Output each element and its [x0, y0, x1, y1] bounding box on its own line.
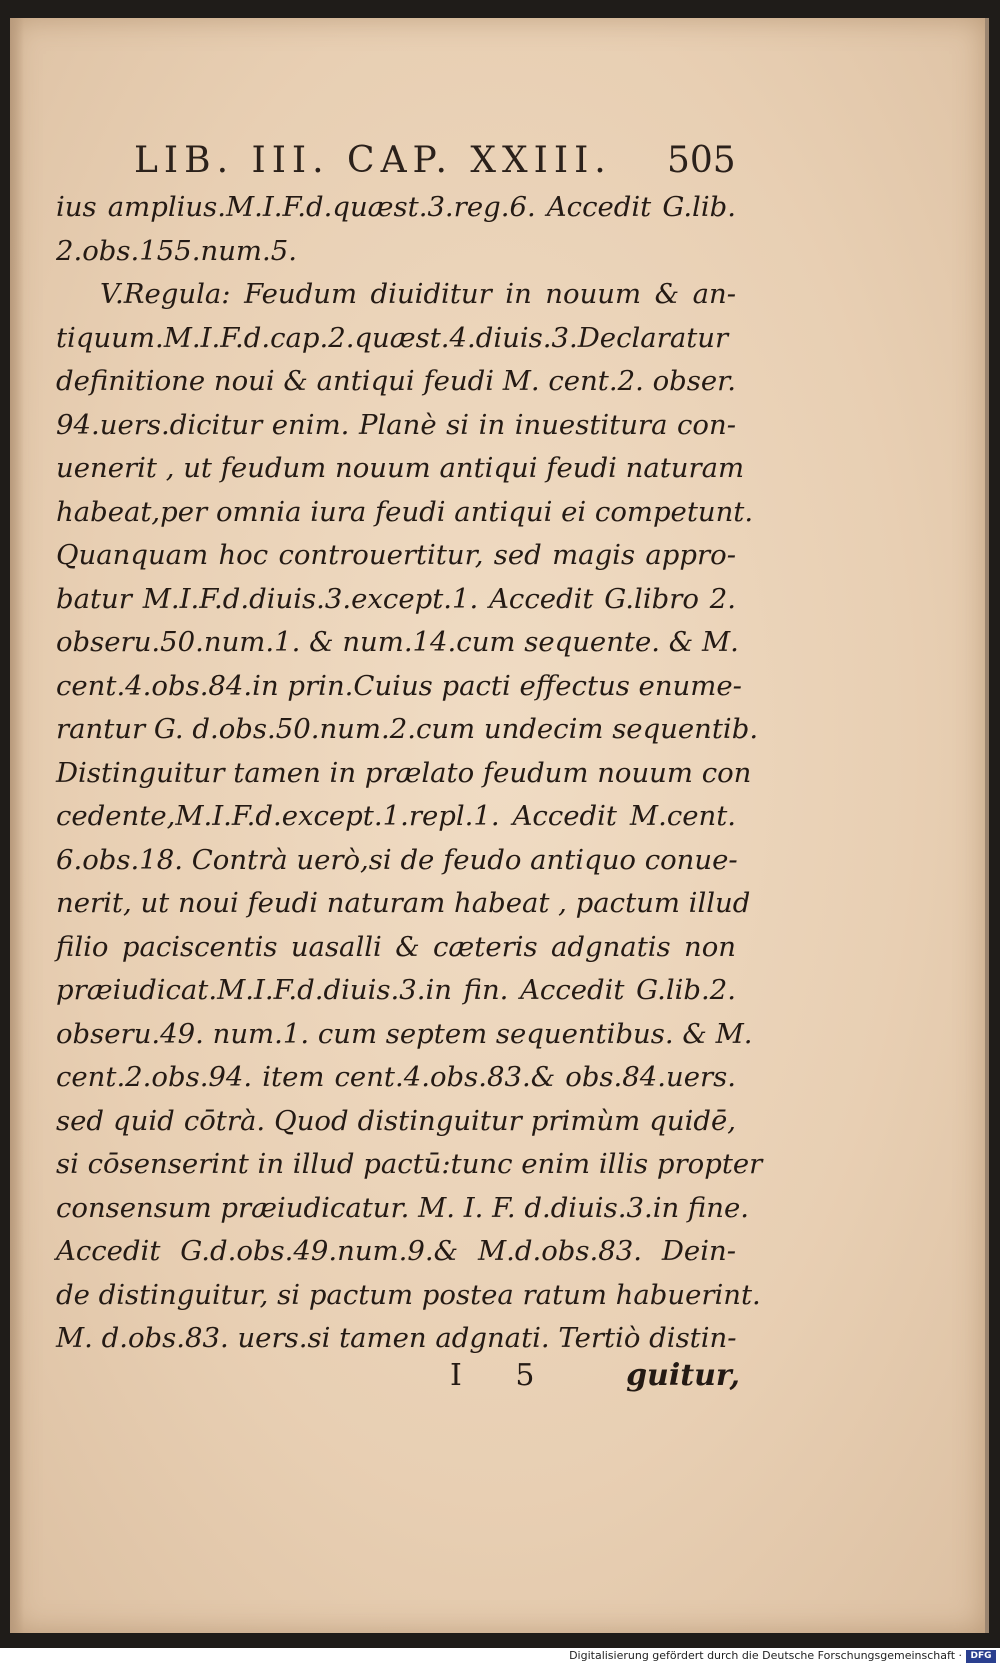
text-line: Accedit G.d.obs.49.num.9.& M.d.obs.83. Dein-: [56, 1235, 736, 1267]
catchword: guitur,: [626, 1358, 740, 1393]
text-line: ius amplius.M.I.F.d.quæst.3.reg.6. Accedit G.lib.: [56, 191, 736, 223]
digitization-credit: Digitalisierung gefördert durch die Deutsche Forschungsgemeinschaft ·: [569, 1649, 962, 1662]
text-line: cedente,M.I.F.d.except.1.repl.1. Accedit M.cent.: [56, 800, 736, 832]
text-line: Distinguitur tamen in prælato feudum nouum con: [56, 756, 752, 789]
text-line: M. d.obs.83. uers.si tamen adgnati. Tertiò distin-: [56, 1322, 737, 1354]
page-number: 505: [667, 140, 736, 181]
text-line: cent.4.obs.84.in prin.Cuius pacti effectus enume-: [56, 669, 742, 702]
page-header: [122, 134, 736, 190]
text-line: nerit, ut noui feudi naturam habeat , pactum illud: [56, 887, 751, 919]
signature-mark: I 5: [450, 1358, 557, 1393]
text-line: obseru.49. num.1. cum septem sequentibus. & M.: [56, 1017, 753, 1050]
text-line: 6.obs.18. Contrà uerò,si de feudo antiquo conue-: [56, 843, 738, 876]
text-line: de distinguitur, si pactum postea ratum habuerint.: [56, 1278, 761, 1311]
text-line: rantur G. d.obs.50.num.2.cum undecim sequentib.: [56, 713, 759, 745]
digitization-credit-bar: [0, 1648, 1000, 1666]
text-line: cent.2.obs.94. item cent.4.obs.83.& obs.84.uers.: [56, 1061, 736, 1093]
text-line: V.Regula: Feudum diuiditur in nouum & an-: [100, 278, 736, 310]
text-line: filio paciscentis uasalli & cæteris adgnatis non: [56, 930, 736, 963]
page-footer: [450, 1354, 740, 1402]
text-line: si cōsenserint in illud pactū:tunc enim illis propter: [56, 1148, 763, 1180]
text-line: definitione noui & antiqui feudi M. cent.2. obser.: [56, 365, 736, 397]
text-line: habeat,per omnia iura feudi antiqui ei competunt.: [56, 495, 754, 528]
text-line: Quanquam hoc controuertitur, sed magis appro-: [56, 539, 736, 571]
text-line: batur M.I.F.d.diuis.3.except.1. Accedit G.libro 2.: [56, 582, 736, 615]
text-line: obseru.50.num.1. & num.14.cum sequente. & M.: [56, 626, 739, 658]
page-gutter-shadow: [10, 18, 24, 1633]
body-text: [56, 186, 763, 1361]
text-line: sed quid cōtrà. Quod distinguitur primùm quidē,: [56, 1104, 736, 1137]
text-line: præiudicat.M.I.F.d.diuis.3.in fin. Accedit G.lib.2.: [56, 974, 736, 1006]
text-line: consensum præiudicatur. M. I. F. d.diuis.3.in fine.: [56, 1191, 750, 1224]
book-page: [10, 18, 989, 1633]
dfg-logo-icon: DFG: [966, 1650, 996, 1663]
text-line: tiquum.M.I.F.d.cap.2.quæst.4.diuis.3.Declaratur: [56, 321, 729, 354]
running-title: LIB. III. CAP. XXIII.: [134, 140, 612, 181]
text-line: uenerit , ut feudum nouum antiqui feudi naturam: [56, 452, 745, 484]
text-line: 94.uers.dicitur enim. Planè si in inuestitura con-: [56, 408, 736, 441]
text-line: 2.obs.155.num.5.: [56, 234, 297, 267]
